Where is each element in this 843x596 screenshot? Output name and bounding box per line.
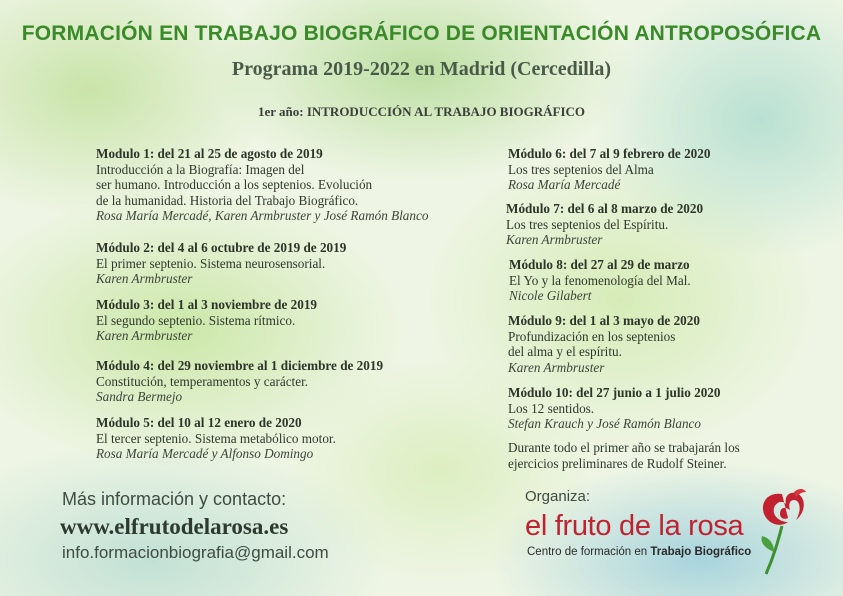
organizer-tagline <box>527 546 751 558</box>
module-description: Los 12 sentidos. <box>508 400 595 416</box>
module-heading: Módulo 3: del 1 al 3 noviembre de 2019 <box>96 297 318 312</box>
module-description: El Yo y la fenomenología del Mal. <box>509 272 691 288</box>
program-subtitle: Programa 2019-2022 en Madrid (Cercedilla) <box>231 58 612 80</box>
website-link[interactable]: www.elfrutodelarosa.es <box>60 514 289 539</box>
module-3 <box>96 297 317 344</box>
module-description: El primer septenio. Sistema neurosensorial. <box>96 255 326 271</box>
module-teachers: Rosa María Mercadé <box>508 177 621 192</box>
module-teachers: Karen Armbruster <box>506 232 603 247</box>
module-heading: Modulo 1: del 21 al 25 de agosto de 2019 <box>96 146 323 161</box>
module-9 <box>508 313 700 375</box>
module-5 <box>96 415 336 462</box>
email-link[interactable]: info.formacionbiografia@gmail.com <box>62 543 329 562</box>
contact-heading: Más información y contacto: <box>62 489 287 509</box>
module-heading: Módulo 8: del 27 al 29 de marzo <box>509 257 690 272</box>
page-title: FORMACIÓN EN TRABAJO BIOGRÁFICO DE ORIENTACIÓN ANTROPOSÓFICA <box>21 22 822 45</box>
module-teachers: Sandra Bermejo <box>96 389 183 404</box>
module-teachers: Karen Armbruster <box>96 271 193 286</box>
module-description: Profundización en los septenios del alma y el espíritu. <box>508 328 676 359</box>
module-heading: Módulo 9: del 1 al 3 mayo de 2020 <box>508 313 700 328</box>
tagline-prefix: Centro de formación en <box>527 546 651 558</box>
module-teachers: Nicole Gilabert <box>509 288 592 303</box>
module-4 <box>96 358 383 405</box>
module-heading: Módulo 6: del 7 al 9 febrero de 2020 <box>508 146 711 161</box>
module-heading: Módulo 5: del 10 al 12 enero de 2020 <box>96 415 302 430</box>
organizer-label: Organiza: <box>525 488 591 505</box>
module-heading: Módulo 4: del 29 noviembre al 1 diciembre de 2019 <box>96 358 384 373</box>
module-1 <box>96 146 428 224</box>
module-description: Constitución, temperamentos y carácter. <box>96 373 309 389</box>
rose-icon <box>754 486 810 576</box>
module-teachers: Karen Armbruster <box>508 359 605 375</box>
module-teachers: Karen Armbruster <box>96 328 193 343</box>
module-2 <box>96 240 346 287</box>
module-teachers: Rosa María Mercadé y Alfonso Domingo <box>96 446 314 461</box>
module-6 <box>508 146 710 193</box>
module-teachers: Rosa María Mercadé, Karen Armbruster y José Ramón Blanco <box>96 208 429 223</box>
year-heading: 1er año: INTRODUCCIÓN AL TRABAJO BIOGRÁFICO <box>257 104 586 119</box>
organizer-logo-name: el fruto de la rosa <box>525 510 744 542</box>
closing-note: Durante todo el primer año se trabajarán los ejercicios preliminares de Rudolf Steiner. <box>508 440 740 471</box>
tagline-bold: Trabajo Biográfico <box>650 546 752 558</box>
module-description: Introducción a la Biografía: Imagen del ser humano. Introducción a los septenios. Evolución de la humanidad. Historia del Trabajo Biográfico. <box>96 161 373 208</box>
module-description: El tercer septenio. Sistema metabólico motor. <box>96 430 336 446</box>
module-7 <box>506 201 703 248</box>
module-teachers: Stefan Krauch y José Ramón Blanco <box>508 416 702 431</box>
module-description: El segundo septenio. Sistema rítmico. <box>96 312 296 328</box>
module-10 <box>508 385 721 432</box>
module-8 <box>509 257 691 304</box>
module-heading: Módulo 2: del 4 al 6 octubre de 2019 de 2019 <box>96 240 347 255</box>
module-heading: Módulo 10: del 27 junio a 1 julio 2020 <box>508 385 721 400</box>
module-description: Los tres septenios del Alma <box>508 161 654 177</box>
module-description: Los tres septenios del Espíritu. <box>506 216 669 232</box>
module-heading: Módulo 7: del 6 al 8 marzo de 2020 <box>506 201 704 216</box>
